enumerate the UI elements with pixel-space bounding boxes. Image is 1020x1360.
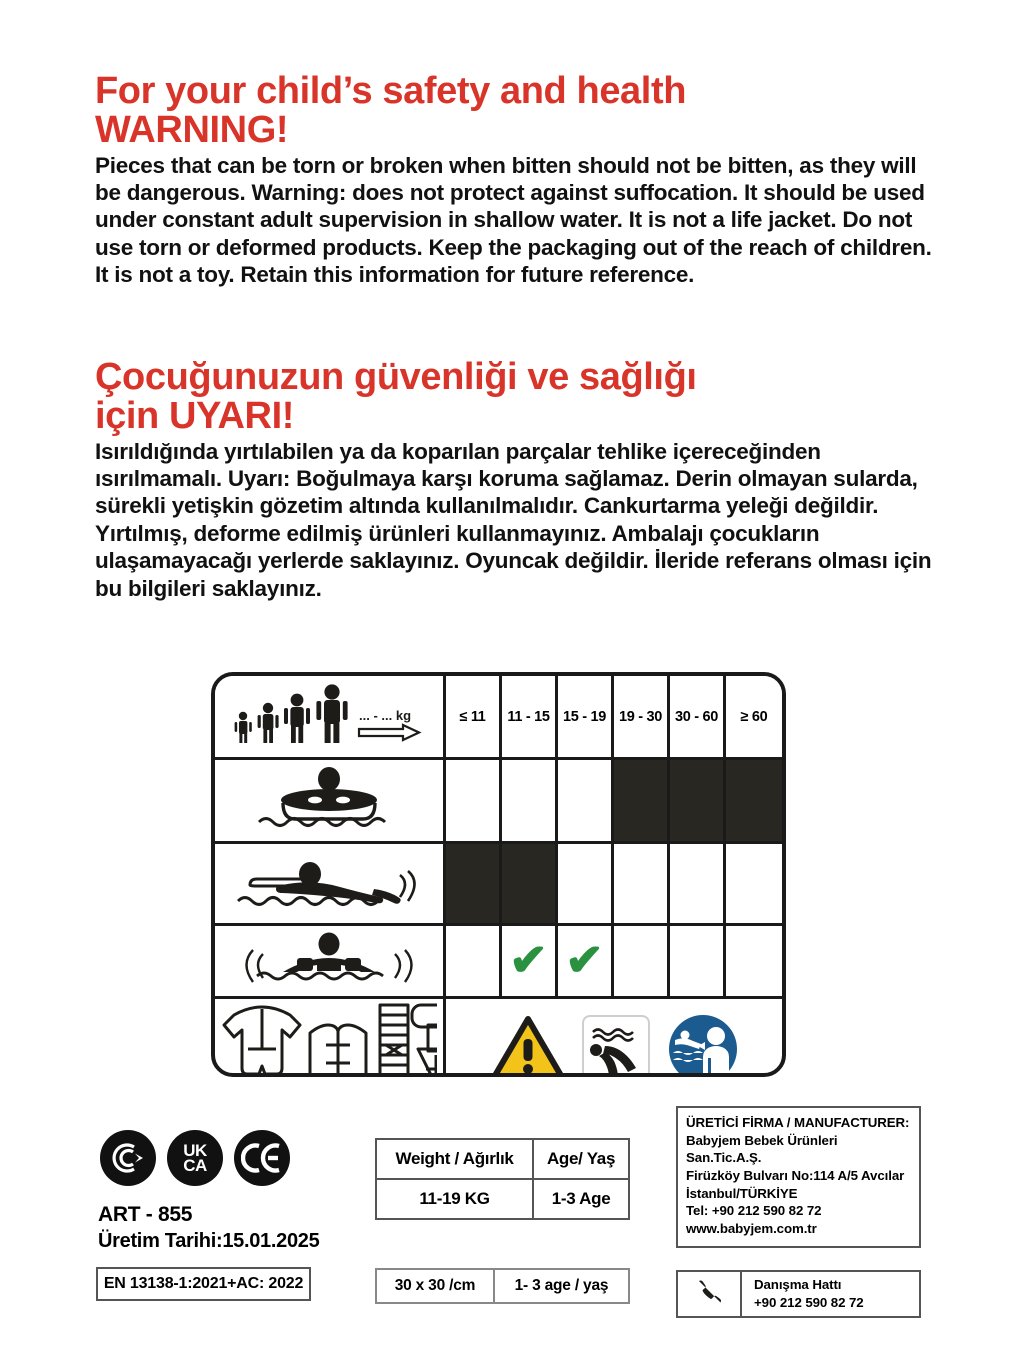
cell-r1-c5: [670, 760, 726, 844]
weight-header-cell: Weight / Ağırlık: [376, 1139, 533, 1179]
manufacturer-name-line1: Babyjem Bebek Ürünleri: [686, 1132, 838, 1148]
pictogram-compatibility-table: [211, 672, 786, 1077]
helpline-text: [742, 1272, 919, 1316]
row-icon-ring-float: [215, 760, 446, 844]
header-weight-label: ≤ 11: [459, 708, 486, 725]
phone-icon-cell: [678, 1272, 742, 1316]
turkish-title-line2: için UYARI!: [95, 394, 295, 437]
row-icon-swimmer-board: [215, 844, 446, 926]
production-date: Üretim Tarihi:15.01.2025: [98, 1230, 320, 1252]
ukca-line1: UK: [183, 1140, 207, 1160]
manufacturer-heading: ÜRETİCİ FİRMA / MANUFACTURER:: [686, 1115, 910, 1130]
cell-r2-c2: [502, 844, 558, 926]
check-mark: ✔: [509, 936, 548, 985]
manufacturer-address-line2: İstanbul/TÜRKİYE: [686, 1185, 798, 1201]
article-code: ART - 855: [98, 1203, 193, 1226]
header-weight-label: 15 - 19: [562, 708, 607, 725]
cell-r2-c3: [558, 844, 614, 926]
ukca-text: [183, 1140, 207, 1175]
product-type-icons-group: [215, 999, 446, 1077]
cell-r2-c6: [726, 844, 782, 926]
header-weight-col-1: [446, 676, 502, 760]
table-row: [376, 1269, 629, 1303]
table-row-values: [376, 1179, 629, 1219]
manufacturer-website[interactable]: www.babyjem.com.tr: [686, 1221, 817, 1237]
adult-supervision-icon: [667, 1013, 739, 1077]
check-mark: ✔: [565, 936, 604, 985]
tse-conformity-icon: [108, 1138, 148, 1178]
turkish-warning-body: Isırıldığında yırtılabilen ya da koparılan parçalar tehlike içereceğinden ısırılmamalı. Uyarı: Boğulmaya karşı koruma sağlamaz. Derin olmayan sularda, sürekli yetişkin gözetim altında kullanılmalıdır. Cankurtarma yeleği değildir. Yırtılmış, deforme edilmiş ürünleri kullanmayınız. Ambalajı çocukların ulaşamayacağı yerlerde saklayınız. Oyuncak değildir. İleride referans olması için bu bilgileri saklayınız.: [95, 438, 932, 601]
header-weight-label: 30 - 60: [674, 708, 719, 725]
header-weight-col-5: [670, 676, 726, 760]
cell-r1-c4: [614, 760, 670, 844]
weight-scale-icon-cell: [215, 676, 446, 760]
ukca-mark: [167, 1130, 223, 1186]
cell-r3-c5: [670, 926, 726, 999]
product-type-icons: [222, 999, 437, 1077]
size-table: [375, 1268, 630, 1304]
weight-unit-label: ... - ... kg: [359, 707, 412, 723]
weight-value-cell: 11-19 KG: [376, 1179, 533, 1219]
helpline-label: Danışma Hattı: [754, 1277, 842, 1293]
cell-r1-c1: [446, 760, 502, 844]
cell-r3-c3: [558, 926, 614, 999]
age-value-cell: 1-3 Age: [533, 1179, 629, 1219]
turkish-warning-section: [95, 358, 935, 602]
cell-r3-c6: [726, 926, 782, 999]
header-weight-label: 19 - 30: [618, 708, 663, 725]
cell-r3-c4: [614, 926, 670, 999]
ukca-line2: CA: [183, 1156, 207, 1175]
english-warning-title: [95, 72, 935, 150]
header-weight-col-4: [614, 676, 670, 760]
standard-code-box: EN 13138-1:2021+AC: 2022: [96, 1267, 311, 1301]
english-warning-body: Pieces that can be torn or broken when bitten should not be bitten, as they will be dangerous. Warning: does not protect against suffocation. It should be used under constant adult supervision in shallow water. It is not a life jacket. Do not use torn or deformed products. Keep the packaging out of the reach of children. It is not a toy. Retain this information for future reference.: [95, 152, 932, 288]
manufacturer-info-box: [676, 1106, 921, 1248]
ce-icon: [241, 1143, 283, 1173]
header-weight-col-2: [502, 676, 558, 760]
phone-icon: [695, 1280, 723, 1308]
weight-age-table: [375, 1138, 630, 1220]
cell-r3-c2: [502, 926, 558, 999]
english-title-line1: For your child’s safety and health: [95, 70, 687, 112]
manufacturer-address-line1: Firüzköy Bulvarı No:114 A/5 Avcılar: [686, 1168, 905, 1184]
header-weight-label: 11 - 15: [507, 708, 550, 725]
english-title-line2: WARNING!: [95, 108, 289, 151]
warning-triangle-icon: [490, 1015, 566, 1077]
cell-r2-c4: [614, 844, 670, 926]
turkish-title-line1: Çocuğunuzun güvenliği ve sağlığı: [95, 356, 697, 398]
tse-conformity-mark: [100, 1130, 156, 1186]
english-warning-section: [95, 72, 935, 289]
age-range-cell: 1- 3 age / yaş: [494, 1269, 629, 1303]
swimmer-board-icon: [224, 849, 434, 919]
hazard-icons-group: [446, 999, 782, 1077]
cell-r1-c3: [558, 760, 614, 844]
ce-mark: [234, 1130, 290, 1186]
cell-r2-c5: [670, 844, 726, 926]
cell-r3-c1: [446, 926, 502, 999]
header-weight-col-6: [726, 676, 782, 760]
ring-float-icon: [237, 765, 422, 837]
people-weight-scale-icon: [229, 684, 429, 750]
manufacturer-name-line2: San.Tic.A.Ş.: [686, 1150, 762, 1166]
row-icon-armband-swimmer: [215, 926, 446, 999]
manufacturer-tel: Tel: +90 212 590 82 72: [686, 1203, 822, 1219]
certification-marks: [100, 1130, 290, 1186]
age-header-cell: Age/ Yaş: [533, 1139, 629, 1179]
drowning-hazard-icon: [581, 1014, 651, 1077]
cell-r1-c6: [726, 760, 782, 844]
header-weight-col-3: [558, 676, 614, 760]
cell-r1-c2: [502, 760, 558, 844]
turkish-warning-title: [95, 358, 935, 436]
cell-r2-c1: [446, 844, 502, 926]
armband-swimmer-icon: [229, 928, 429, 994]
dimensions-cell: 30 x 30 /cm: [376, 1269, 494, 1303]
header-weight-label: ≥ 60: [740, 708, 768, 725]
helpline-box: [676, 1270, 921, 1318]
helpline-phone: +90 212 590 82 72: [754, 1295, 864, 1310]
table-row-header: [376, 1139, 629, 1179]
